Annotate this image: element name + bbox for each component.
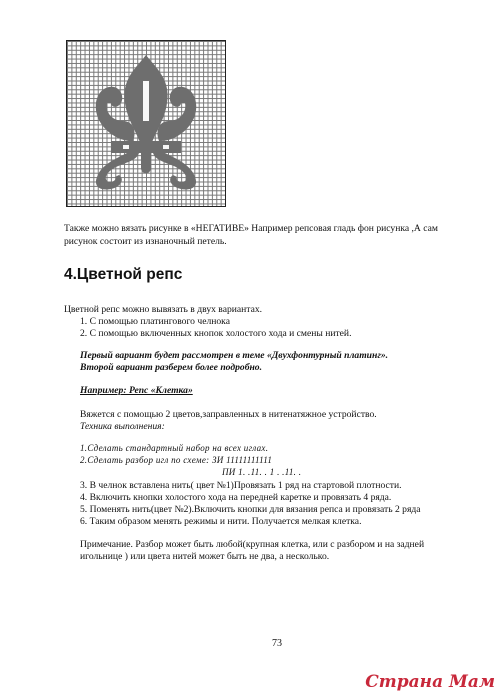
- negative-text-line1: Также можно вязать рисунке в «НЕГАТИВЕ» Например репсовая гладь фон рисунка ,А сам: [64, 223, 438, 234]
- knitting-chart: [66, 40, 226, 207]
- section-heading: 4.Цветной репс: [64, 266, 183, 283]
- watermark: Страна Мам: [365, 672, 495, 692]
- knit-text: Вяжется с помощью 2 цветов,заправленных в нитенатяжное устройство.: [80, 409, 377, 420]
- step-6: 6. Таким образом менять режимы и нити. Получается мелкая клетка.: [80, 516, 362, 527]
- step-1: 1.Сделать стандартный набор на всех иглах.: [80, 443, 269, 453]
- intro-text: Цветной репс можно вывязать в двух вариантах.: [64, 304, 263, 315]
- page-number: 73: [272, 638, 282, 649]
- fleur-de-lis-pattern: [67, 41, 225, 206]
- negative-text-line2: рисунок состоит из изнаночный петель.: [64, 236, 227, 247]
- variant-2: 2. С помощью включенных кнопок холостого хода и смены нитей.: [80, 328, 352, 339]
- step-2: 2.Сделать разбор игл по схеме: ЗИ 11111111111: [80, 455, 273, 465]
- variant-1: 1. С помощью платингового челнока: [80, 316, 230, 327]
- step-4: 4. Включить кнопки холостого хода на передней каретке и провязать 4 ряда.: [80, 492, 392, 503]
- note-line2: игольнице ) или цвета нитей может быть не два, а несколько.: [80, 551, 330, 562]
- step-2-scheme: ПИ 1. .11. . 1 . .11. .: [222, 467, 302, 477]
- note-line1: Примечание. Разбор может быть любой(крупная клетка, или с разбором и на задней: [80, 539, 425, 550]
- technique-label: Техника выполнения:: [80, 421, 165, 432]
- step-5: 5. Поменять нить(цвет №2).Включить кнопки для вязания репса и провязать 2 ряда: [80, 504, 421, 515]
- step-3: 3. В челнок вставлена нить( цвет №1)Провязать 1 ряд на стартовой плотности.: [80, 480, 402, 491]
- bold-note-line2: Второй вариант разберем более подробно.: [80, 362, 263, 373]
- example-title: Например: Репс «Клетка»: [80, 385, 193, 396]
- bold-note-line1: Первый вариант будет рассмотрен в теме «Двухфонтурный платинг».: [80, 350, 389, 361]
